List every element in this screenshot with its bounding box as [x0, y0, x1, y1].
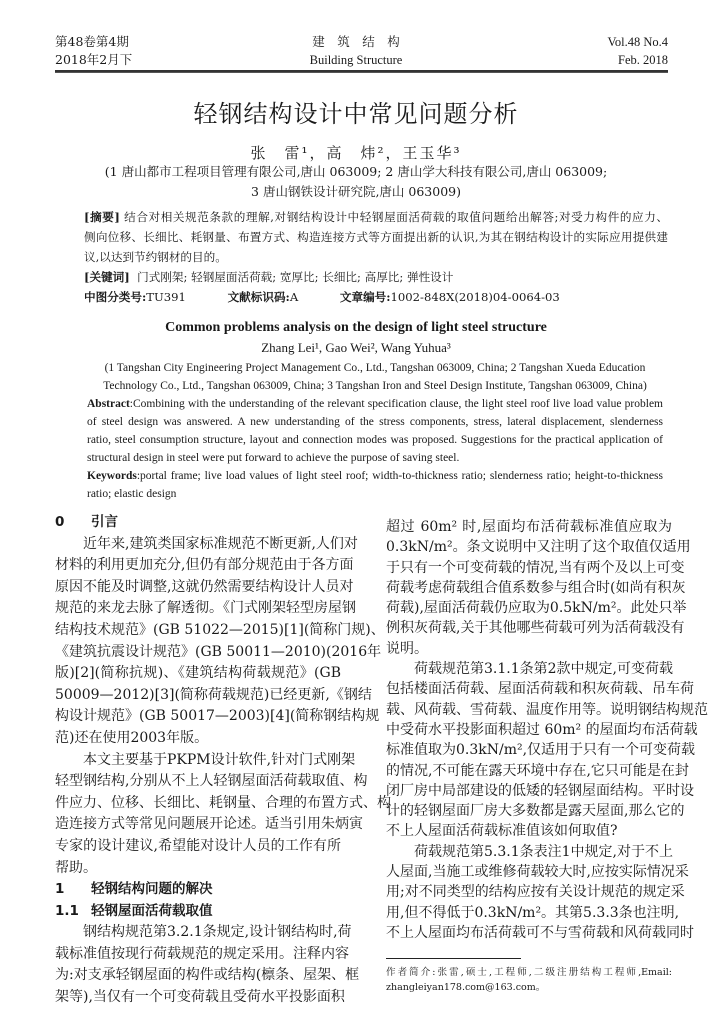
paragraph-line: 超过 60m² 时,屋面均布活荷载标准值应取为 [386, 519, 672, 535]
section-title: 引言 [91, 514, 118, 530]
paragraph-line: 专家的设计建议,希望能对设计人员的工作有所 [55, 837, 341, 854]
body-column-left [55, 512, 391, 1009]
header-rule [55, 70, 668, 73]
paragraph-line: 说明。 [386, 640, 428, 657]
affiliations [0, 162, 712, 202]
paragraph-line: 中受荷水平投影面积超过 60m² 的屋面均布活荷载 [386, 721, 698, 738]
paragraph-line: 架等),当仅有一个可变荷载且受荷水平投影面积 [55, 989, 345, 1006]
journal-name-cn: 建 筑 结 构 [312, 34, 400, 49]
section-heading [55, 901, 341, 923]
paragraph-line: 结构技术规范》(GB 51022—2015)[1](简称门规)、 [55, 621, 385, 638]
paragraph-line: 标准值取为0.3kN/m²,仅适用于只有一个可变荷载 [386, 742, 696, 759]
english-affiliation-line: (1 Tangshan City Engineering Project Management Co., Ltd., Tangshan 063009, China; 2 Tangshan Xueda Education [104, 362, 646, 374]
english-abstract-line: structural design in steel were put forward to achieve the purpose of saving steel. [87, 452, 460, 464]
paragraph-line: 闭厂房中局部建设的低矮的轻钢屋面结构。平时设 [386, 782, 694, 799]
paragraph-line: 于只有一个可变荷载的情况,当有两个及以上可变 [386, 559, 685, 576]
paragraph-line: 人屋面,当施工或维修荷载较大时,应按实际情况采 [386, 864, 689, 881]
keywords-cn [84, 267, 668, 287]
section-heading [55, 879, 341, 901]
paragraph-line: 的情况,不可能在露天环境中存在,它只可能是在封 [386, 762, 689, 779]
english-title: Common problems analysis on the design of light steel structure [165, 320, 547, 335]
affiliation-line: (1 唐山都市工程项目管理有限公司,唐山 063009; 2 唐山学大科技有限公司,唐山 063009; [104, 164, 608, 179]
paragraph-line: 钢结构规范第3.2.1条规定,设计钢结构时,荷 [83, 924, 352, 941]
section-heading [55, 512, 341, 534]
paragraph-line: 不上人屋面活荷载标准值该如何取值? [386, 823, 618, 840]
doc-code-label: 文献标识码: [227, 290, 290, 304]
paragraph-line: 构设计规范》(GB 50017—2003)[4](简称钢结构规 [55, 708, 380, 725]
abstract-line: 侧向位移、长细比、耗钢量、布置方式、构造连接方式等方面提出新的认识,为其在钢结构设计的实际应用提供建 [84, 230, 668, 244]
paragraph-line: 规范的来龙去脉了解透彻。《门式刚架轻型房屋钢 [55, 600, 356, 617]
article-no-label: 文章编号: [339, 290, 391, 304]
publish-date-en: Feb. 2018 [618, 53, 668, 67]
english-keywords-text: :portal frame; live load values of light steel roof; width-to-thickness ratio; slenderness ratio; height-to-thickness [136, 470, 663, 482]
paragraph-line: 包括楼面活荷载、屋面活荷载和积灰荷载、吊车荷 [386, 681, 694, 698]
footnote-rule [386, 958, 521, 959]
paragraph-line: 荷载规范第5.3.1条表注1中规定,对于不上 [414, 843, 673, 860]
abstract-cn [84, 207, 668, 307]
english-keywords-line [87, 467, 663, 485]
paper-title: 轻钢结构设计中常见问题分析 [193, 100, 519, 128]
journal-name-en: Building Structure [309, 53, 403, 67]
english-affiliation-line: Technology Co., Ltd., Tangshan 063009, China; 3 Tangshan Iron and Steel Design Institute, Tangshan 063009, China) [103, 380, 647, 392]
paragraph-line: 材料的利用更加充分,但仍有部分规范由于各方面 [55, 557, 354, 574]
english-keywords-label: Keywords [87, 470, 137, 482]
section-title: 轻钢结构问题的解决 [91, 881, 213, 898]
journal-name [0, 33, 712, 69]
paragraph-line: 帮助。 [55, 859, 97, 876]
english-abstract-line [87, 395, 663, 413]
author-footnote [386, 965, 672, 995]
section-number: 1 [55, 881, 65, 898]
english-abstract-line: of steel design was answered. A new understanding of the stress components, stress, lateral displacement, slenderness [87, 416, 663, 428]
publish-date-cn: 2018年2月下 [55, 52, 133, 67]
footnote-line: zhangleiyan178.com@163.com。 [386, 982, 546, 993]
paragraph-line: 50009—2012)[3](简称荷载规范)已经更新,《钢结 [55, 686, 372, 703]
paragraph-line: 用;对不同类型的结构应按有关设计规范的规定采 [386, 884, 685, 901]
paragraph-line: 为:对支承轻钢屋面的构件或结构(檩条、屋架、框 [55, 967, 360, 984]
doc-code-value: A [289, 290, 299, 304]
paragraph-line: 原因不能及时调整,这就仍然需要结构设计人员对 [55, 578, 354, 595]
english-abstract-text: :Combining with the understanding of the relevant specification clause, the light steel roof live load value problem [129, 398, 663, 410]
paragraph-line: 荷载考虑荷载组合值系数参与组合时(如尚有积灰 [386, 579, 686, 596]
paragraph-line: 计的轻钢屋面厂房大多数都是露天屋面,那么它的 [386, 803, 685, 820]
keywords-text: 门式刚架; 轻钢屋面活荷载; 宽厚比; 长细比; 高厚比; 弹性设计 [137, 270, 454, 284]
abstract-line [84, 207, 668, 227]
body-column-right [386, 517, 708, 943]
paragraph-line: 不上人屋面均布活荷载可不与雪荷载和风荷载同时 [386, 924, 694, 941]
paragraph-line: 轻型钢结构,分别从不上人轻钢屋面活荷载取值、构 [55, 773, 368, 790]
section-title: 轻钢屋面活荷载取值 [91, 902, 213, 919]
paragraph-line: 0.3kN/m²。条文说明中又注明了这个取值仅适用 [386, 539, 691, 556]
paragraph-line: 本文主要基于PKPM设计软件,针对门式刚架 [83, 751, 356, 768]
english-authors: Zhang Lei¹, Gao Wei², Wang Yuhua³ [261, 340, 451, 355]
section-number: 1.1 [55, 902, 79, 919]
english-abstract-line: ratio, steel consumption structure, layout and connection modes was proposed. Suggestions for the practical application of [87, 434, 663, 446]
paragraph-line: 例积灰荷载,关于其他哪些荷载可列为活荷载没有 [386, 620, 685, 637]
volume-issue: 第48卷第4期 [55, 34, 129, 49]
paragraph-line: 范)还在使用2003年版。 [55, 729, 209, 746]
english-keywords-line: ratio; elastic design [87, 488, 177, 500]
abstract-line: 议,以达到节约钢材的目的。 [84, 250, 227, 264]
paragraph-line: 载、风荷载、雪荷载、温度作用等。说明钢结构规范 [386, 701, 708, 718]
paragraph-line: 荷载),屋面活荷载仍应取为0.5kN/m²。此处只举 [386, 600, 687, 617]
abstract-text: 结合对相关规范条款的理解,对钢结构设计中轻钢屋面活荷载的取值问题给出解答;对受力构件的应力、 [124, 210, 668, 224]
footnote-line: 作者简介:张雷,硕士,工程师,二级注册结构工程师,Email: [386, 967, 672, 978]
paragraph-line: 件应力、位移、长细比、耗钢量、合理的布置方式、构 [55, 794, 391, 811]
english-abstract [87, 359, 663, 503]
section-number: 0 [55, 514, 65, 530]
volume-issue-en: Vol.48 No.4 [607, 35, 668, 49]
paragraph-line: 版)[2](简称抗规)、《建筑结构荷载规范》(GB [55, 665, 341, 682]
affiliation-line: 3 唐山钢铁设计研究院,唐山 063009) [251, 184, 461, 199]
keywords-label: [关键词] [84, 270, 130, 284]
paragraph-line: 《建筑抗震设计规范》(GB 50011—2010)(2016年 [55, 643, 382, 660]
clc-value: TU391 [146, 290, 186, 304]
clc-label: 中图分类号: [84, 290, 147, 304]
paragraph-line: 载标准值按现行荷载规范的规定采用。注释内容 [55, 945, 349, 962]
classification-info [84, 287, 668, 307]
paragraph-line: 荷载规范第3.1.1条第2款中规定,可变荷载 [414, 661, 673, 678]
paragraph-line: 造连接方式等常见问题展开论述。适当引用朱炳寅 [55, 816, 363, 833]
journal-issue-en [607, 33, 668, 69]
article-no-value: 1002-848X(2018)04-0064-03 [390, 290, 560, 304]
authors: 张 雷¹，高 炜²，王玉华³ [250, 144, 462, 162]
english-abstract-label: Abstract [87, 398, 130, 410]
paragraph-line: 近年来,建筑类国家标准规范不断更新,人们对 [83, 535, 358, 552]
paragraph-line: 用,但不得低于0.3kN/m²。其第5.3.3条也注明, [386, 904, 680, 921]
abstract-label: [摘要] [84, 210, 120, 224]
